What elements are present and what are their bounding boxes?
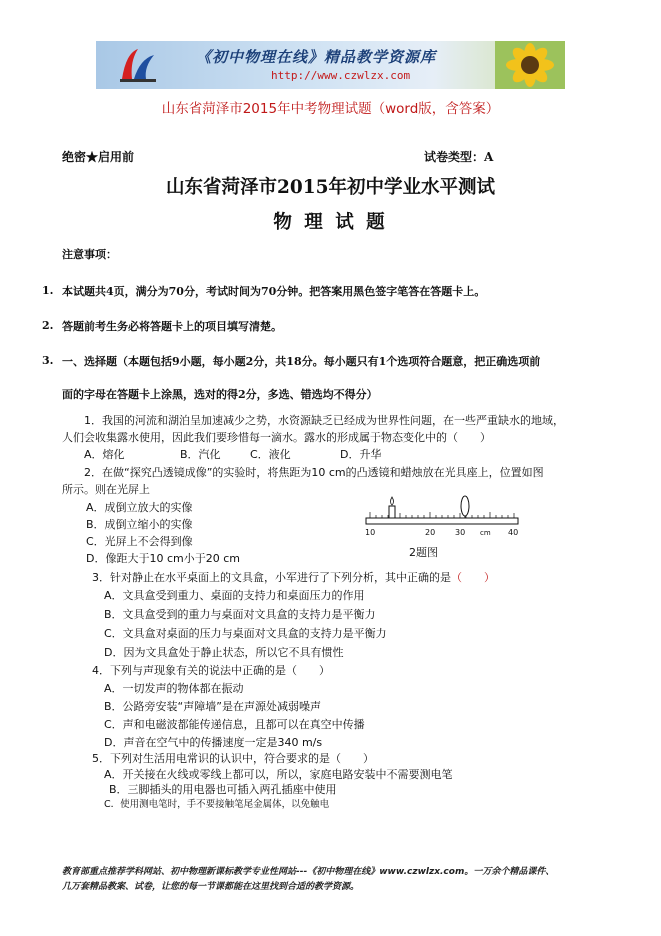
q2-option-b: B．成倒立缩小的实像 — [86, 518, 193, 531]
bench-rail — [366, 518, 518, 524]
q1-line-1: 1．我国的河流和湖泊呈加速减少之势，水资源缺乏已经成为世界性问题，在一些严重缺水的地域， — [84, 414, 564, 427]
unit-label-cm: cm — [480, 529, 491, 537]
q2-option-d: D．像距大于10 cm小于20 cm — [86, 552, 240, 565]
note-1: 本试题共4页，满分为70分，考试时间为70分钟。把答案用黑色签字笔答在答题卡上。 — [62, 285, 486, 298]
note-3-number: 3. — [42, 354, 54, 367]
convex-lens-icon — [461, 496, 469, 516]
candle-icon — [389, 497, 395, 518]
subject-title: 物 理 试 题 — [273, 212, 388, 233]
note-2-number: 2. — [42, 319, 54, 332]
q4-stem: 4．下列与声现象有关的说法中正确的是（ ） — [92, 664, 330, 677]
header-banner — [96, 41, 565, 89]
note-3-continued: 面的字母在答题卡上涂黑，选对的得2分，多选、错选均不得分） — [62, 388, 378, 401]
q2-option-c: C．光屏上不会得到像 — [86, 535, 193, 548]
notes-heading: 注意事项： — [62, 248, 117, 261]
tick-label-40: 40 — [508, 528, 519, 537]
q3-stem-line — [92, 569, 495, 585]
q3-option-b: B．文具盒受到的重力与桌面对文具盒的支持力是平衡力 — [104, 608, 376, 621]
document-title: 山东省菏泽市2015年中考物理试题（word版，含答案） — [161, 101, 500, 117]
q4-option-a: A．一切发声的物体都在振动 — [104, 682, 244, 695]
footer-line-1: 教育部重点推荐学科网站、初中物理新课标教学专业性网站---《初中物理在线》www.czwlzx.com。一万余个精品课件、 — [62, 867, 555, 877]
q2-option-a: A．成倒立放大的实像 — [86, 501, 193, 514]
q1-option-c: C．液化 — [250, 448, 291, 461]
note-3: 一、选择题（本题包括9小题，每小题2分，共18分。每小题只有1个选项符合题意，把正确选项前 — [62, 355, 541, 368]
q3-answer-bracket: （ ） — [451, 571, 495, 584]
q2-line-1: 2．在做“探究凸透镜成像”的实验时，将焦距为10 cm的凸透镜和蜡烛放在光具座上，位置如图 — [84, 466, 544, 479]
q4-option-c: C．声和电磁波都能传递信息，且都可以在真空中传播 — [104, 718, 365, 731]
q1-option-a: A．熔化 — [84, 448, 125, 461]
q3-stem: 3．针对静止在水平桌面上的文具盒，小军进行了下列分析，其中正确的是 — [92, 571, 451, 584]
q1-option-b: B．汽化 — [180, 448, 221, 461]
confidential-mark: 绝密★启用前 — [62, 150, 135, 164]
q3-option-a: A．文具盒受到重力、桌面的支持力和桌面压力的作用 — [104, 589, 365, 602]
q2-figure-caption: 2题图 — [409, 546, 438, 559]
q4-option-d: D．声音在空气中的传播速度一定是340 m/s — [104, 736, 323, 749]
note-2: 答题前考生务必将答题卡上的项目填写清楚。 — [62, 320, 282, 333]
paper-type: 试卷类型：A — [424, 150, 494, 164]
q1-line-2: 人们会收集露水使用，因此我们要珍惜每一滴水。露水的形成属于物态变化中的（ ） — [62, 431, 491, 444]
site-logo-icon — [116, 45, 160, 85]
exam-title: 山东省菏泽市2015年初中学业水平测试 — [166, 177, 495, 198]
tick-label-30: 30 — [455, 528, 466, 537]
q1-option-d: D．升华 — [340, 448, 382, 461]
note-1-number: 1. — [42, 284, 54, 297]
q4-option-b: B．公路旁安装“声障墙”是在声源处减弱噪声 — [104, 700, 321, 713]
q3-option-c: C．文具盒对桌面的压力与桌面对文具盒的支持力是平衡力 — [104, 627, 387, 640]
tick-label-10: 10 — [365, 528, 376, 537]
q3-option-d: D．因为文具盒处于静止状态，所以它不具有惯性 — [104, 646, 344, 659]
q5-option-b: B．三脚插头的用电器也可插入两孔插座中使用 — [109, 783, 337, 796]
q2-line-2: 所示。则在光屏上 — [62, 483, 150, 496]
sunflower-icon — [495, 41, 565, 89]
banner-url: http://www.czwlzx.com — [271, 69, 411, 82]
q5-option-c: C．使用测电笔时，手不要接触笔尾金属体，以免触电 — [104, 799, 330, 810]
footer-line-2: 几万套精品教案、试卷，让您的每一节课都能在这里找到合适的教学资源。 — [62, 882, 360, 892]
q5-stem: 5．下列对生活用电常识的认识中，符合要求的是（ ） — [92, 752, 374, 765]
q5-option-a: A．开关接在火线或零线上都可以，所以，家庭电路安装中不需要测电笔 — [104, 768, 453, 781]
tick-label-20: 20 — [425, 528, 436, 537]
banner-title: 《初中物理在线》精品教学资源库 — [196, 48, 437, 66]
optical-bench-figure — [362, 494, 522, 542]
